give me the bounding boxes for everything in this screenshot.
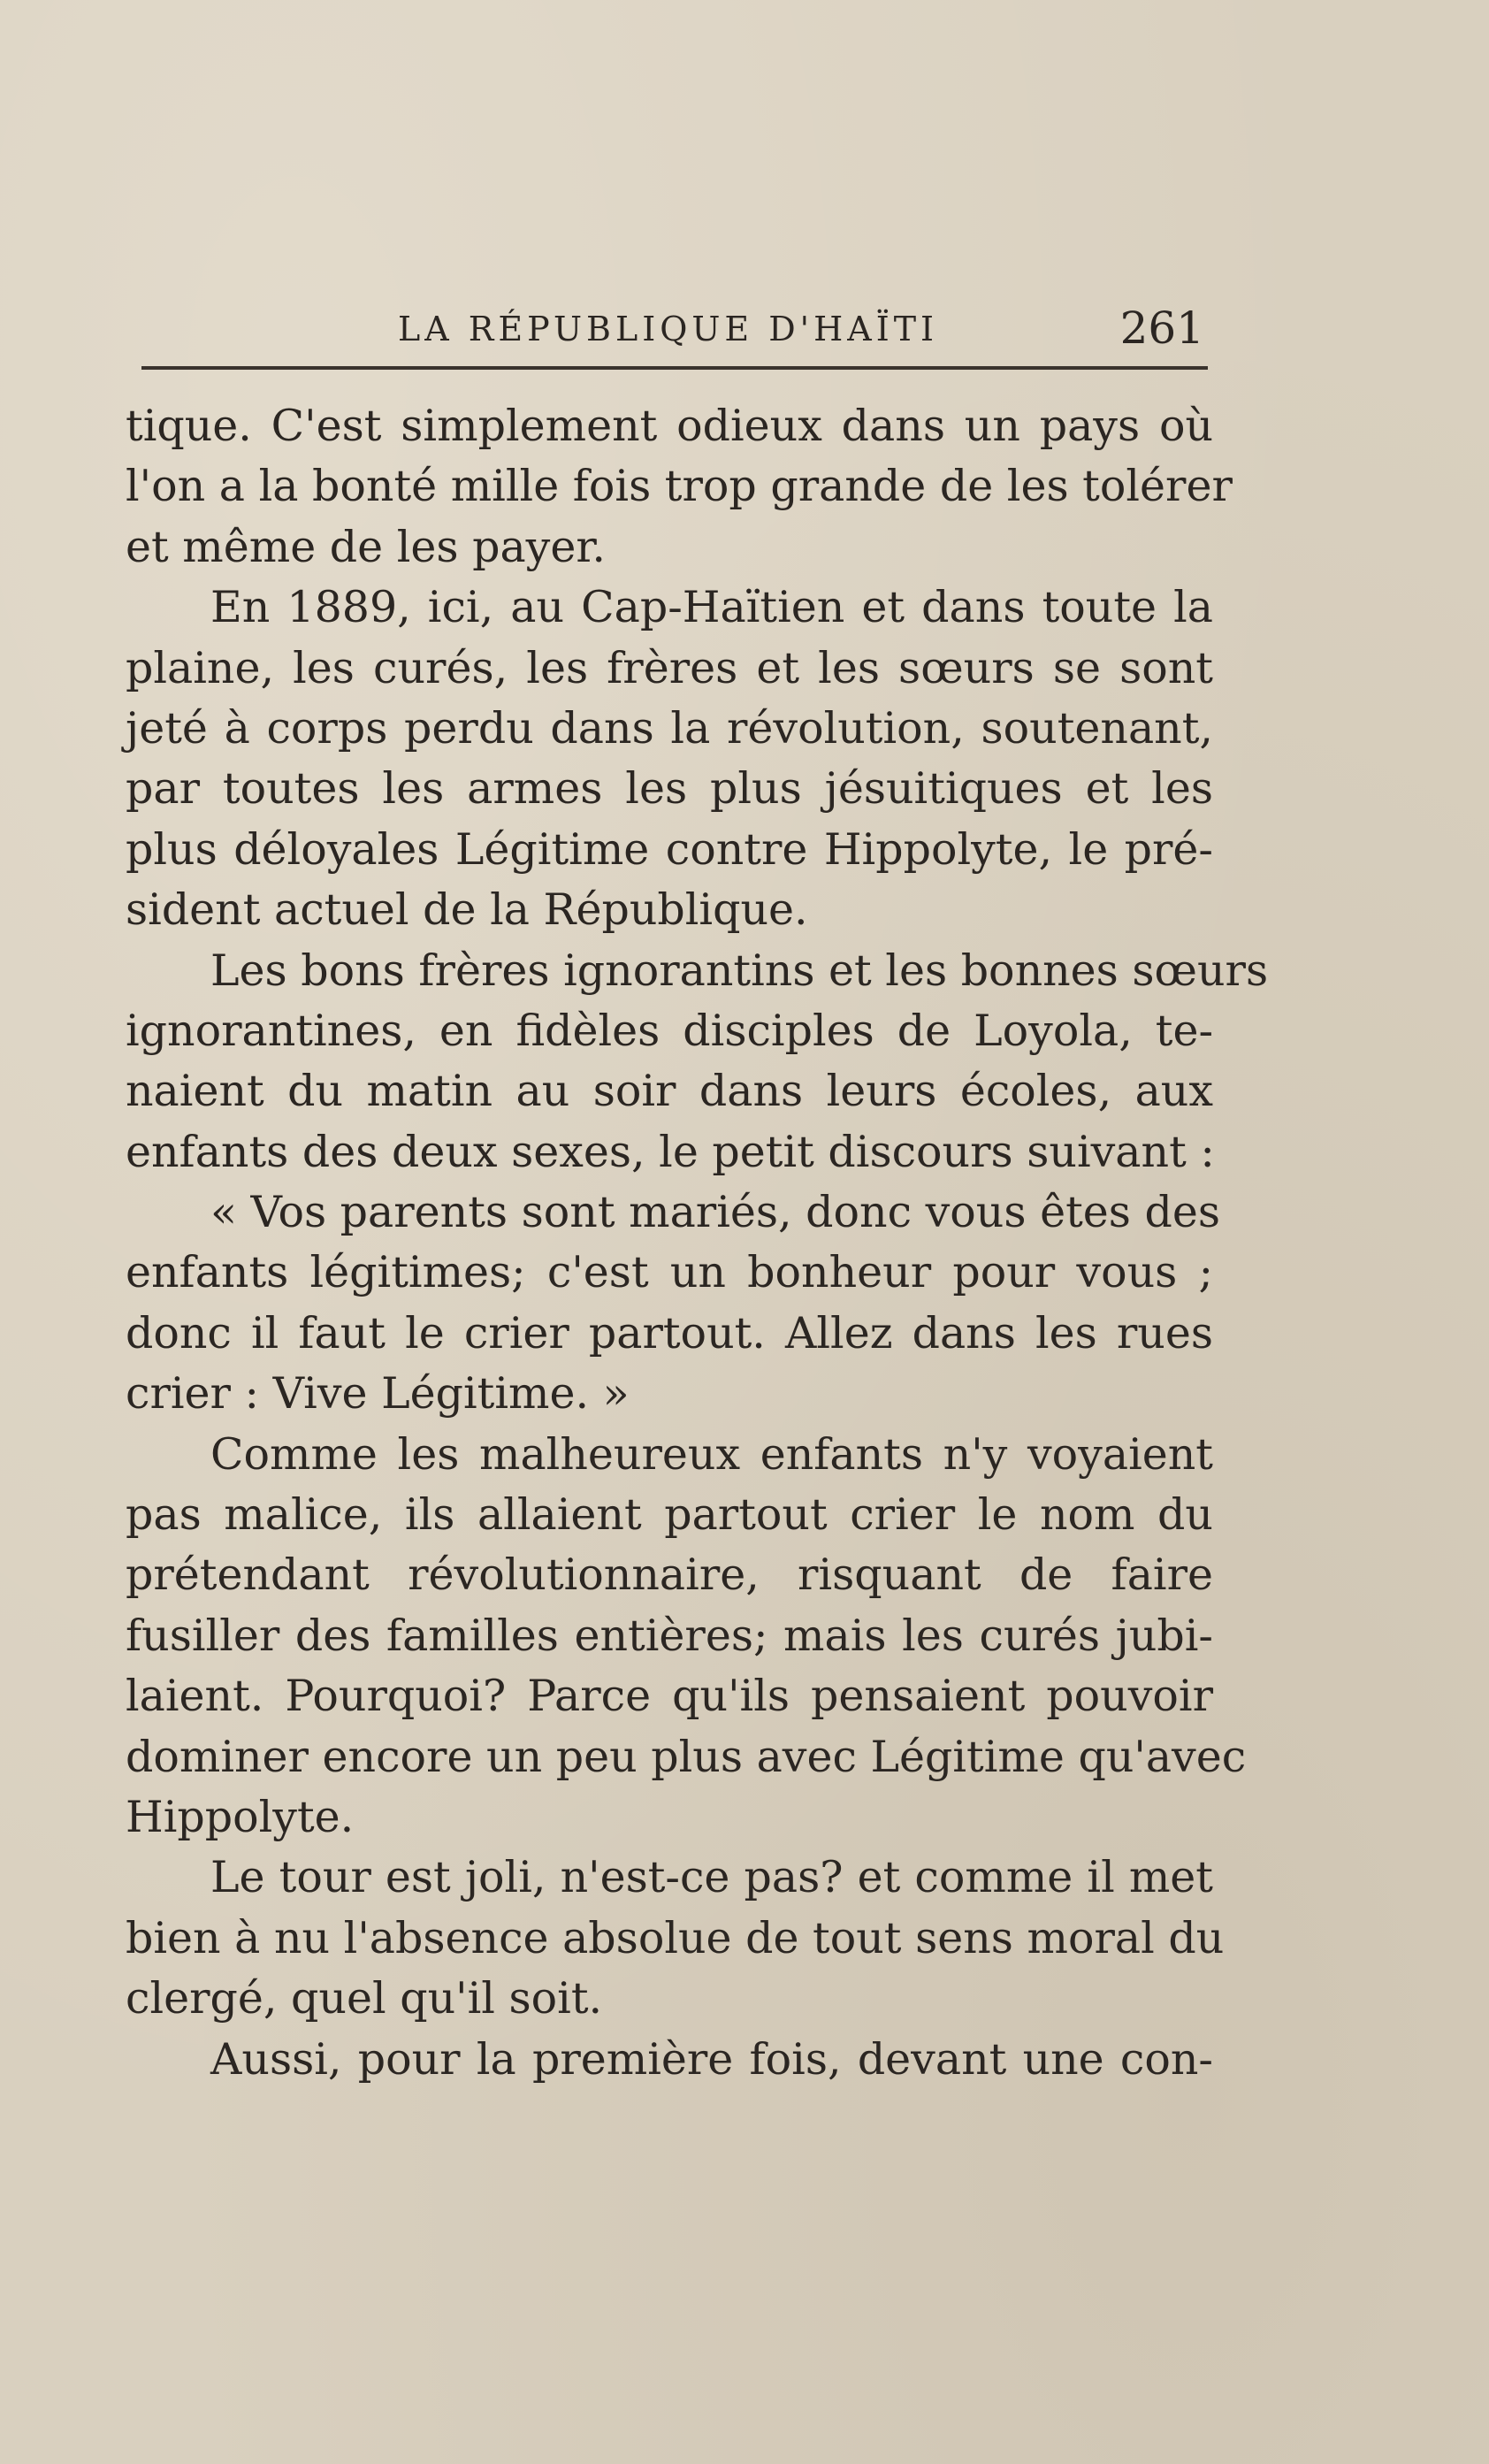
text-line: « Vos parents sont mariés, donc vous êtes des <box>210 1187 1221 1238</box>
running-title: LA RÉPUBLIQUE D'HAÏTI <box>398 310 939 348</box>
text-line: plus déloyales Légitime contre Hippolyte, le pré- <box>126 823 1213 875</box>
text-line: enfants légitimes; c'est un bonheur pour vous ; <box>126 1247 1213 1298</box>
text-line: crier : Vive Légitime. » <box>126 1368 630 1419</box>
body-text <box>126 396 1269 2090</box>
text-line: Le tour est joli, n'est-ce pas? et comme il met <box>210 1852 1213 1903</box>
text-line: plaine, les curés, les frères et les sœurs se sont <box>126 642 1213 693</box>
text-line: jeté à corps perdu dans la révolution, soutenant, <box>126 702 1213 754</box>
page-header <box>141 301 1210 366</box>
text-line: laient. Pourquoi? Parce qu'ils pensaient pouvoir <box>126 1671 1213 1722</box>
text-line: dominer encore un peu plus avec Légitime qu'avec <box>126 1731 1247 1782</box>
text-line: Aussi, pour la première fois, devant une con- <box>210 2033 1213 2085</box>
text-line: En 1889, ici, au Cap-Haïtien et dans toute la <box>210 582 1213 633</box>
text-line: par toutes les armes les plus jésuitiques et les <box>126 763 1213 815</box>
text-line: tique. C'est simplement odieux dans un pays où <box>126 401 1213 451</box>
page-number: 261 <box>1119 302 1204 354</box>
text-line: fusiller des familles entières; mais les curés jubi- <box>126 1610 1213 1661</box>
text-line: Les bons frères ignorantins et les bonnes sœurs <box>210 945 1269 996</box>
text-line: donc il faut le crier partout. Allez dans les rues <box>126 1307 1213 1358</box>
text-line: pas malice, ils allaient partout crier le nom du <box>126 1489 1213 1541</box>
text-line: l'on a la bonté mille fois trop grande de les tolérer <box>126 461 1233 512</box>
text-line: Hippolyte. <box>126 1791 355 1842</box>
text-line: clergé, quel qu'il soit. <box>126 1973 603 2024</box>
text-line: Comme les malheureux enfants n'y voyaient <box>210 1428 1213 1480</box>
text-line: enfants des deux sexes, le petit discours suivant : <box>126 1126 1215 1177</box>
text-line: et même de les payer. <box>126 521 606 572</box>
header-rule <box>141 366 1208 370</box>
text-line: ignorantines, en fidèles disciples de Loyola, te- <box>126 1005 1213 1056</box>
text-line: prétendant révolutionnaire, risquant de faire <box>126 1550 1213 1601</box>
text-line: bien à nu l'absence absolue de tout sens moral du <box>126 1912 1225 1963</box>
text-line: naient du matin au soir dans leurs écoles, aux <box>126 1066 1213 1117</box>
text-line: sident actuel de la République. <box>126 884 808 936</box>
